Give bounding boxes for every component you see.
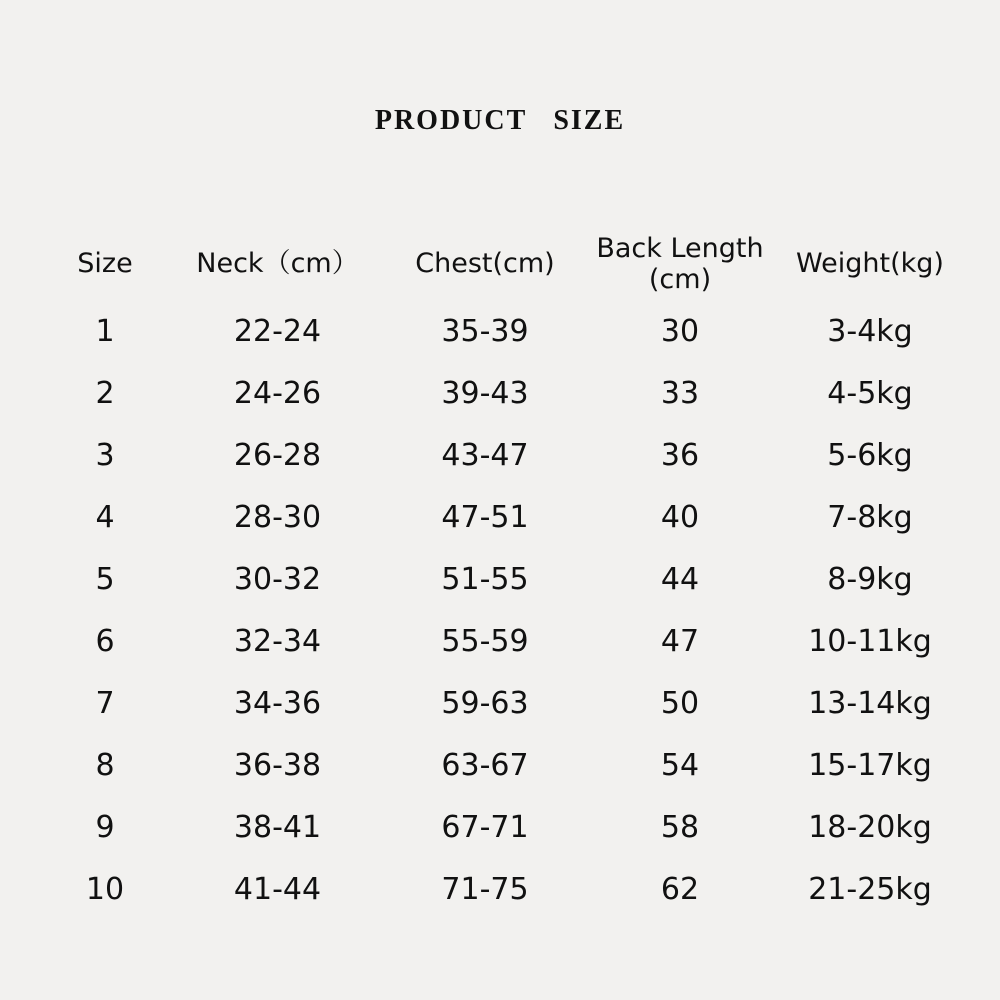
table-row	[40, 858, 965, 920]
cell-weight: 8-9kg	[827, 561, 913, 597]
page-title-product: PRODUCT	[374, 105, 528, 136]
cell-neck: 24-26	[233, 375, 322, 411]
table-header-row	[40, 228, 965, 300]
cell-size: 7	[95, 685, 115, 721]
cell-weight: 15-17kg	[808, 747, 932, 783]
cell-size: 3	[95, 437, 115, 473]
cell-neck: 26-28	[233, 437, 322, 473]
cell-weight: 5-6kg	[827, 437, 913, 473]
size-table	[40, 228, 965, 920]
cell-weight: 10-11kg	[808, 623, 932, 659]
cell-size: 6	[95, 623, 115, 659]
cell-back: 36	[660, 437, 700, 473]
table-row	[40, 362, 965, 424]
cell-weight: 18-20kg	[808, 809, 932, 845]
cell-chest: 51-55	[441, 561, 529, 597]
column-header-size: Size	[77, 248, 133, 280]
table-row	[40, 610, 965, 672]
column-header-chest: Chest(cm)	[415, 248, 555, 280]
cell-weight: 7-8kg	[827, 499, 913, 535]
cell-size: 8	[95, 747, 115, 783]
cell-back: 58	[660, 809, 700, 845]
cell-back: 33	[660, 375, 700, 411]
cell-chest: 71-75	[441, 871, 529, 907]
cell-size: 10	[85, 871, 125, 907]
cell-back: 50	[660, 685, 700, 721]
table-body	[40, 300, 965, 920]
cell-neck: 41-44	[233, 871, 322, 907]
column-header-back-length: Back Length (cm)	[596, 232, 764, 295]
cell-chest: 39-43	[441, 375, 529, 411]
page-title	[0, 105, 1000, 137]
cell-neck: 32-34	[233, 623, 322, 659]
cell-neck: 22-24	[233, 313, 322, 349]
table-row	[40, 672, 965, 734]
table-row	[40, 548, 965, 610]
cell-neck: 28-30	[233, 499, 322, 535]
table-row	[40, 796, 965, 858]
cell-chest: 47-51	[441, 499, 529, 535]
cell-chest: 59-63	[441, 685, 529, 721]
cell-back: 30	[660, 313, 700, 349]
cell-size: 5	[95, 561, 115, 597]
cell-chest: 43-47	[441, 437, 529, 473]
page-title-size: SIZE	[553, 105, 626, 136]
cell-chest: 35-39	[441, 313, 529, 349]
cell-size: 9	[95, 809, 115, 845]
cell-neck: 30-32	[233, 561, 322, 597]
cell-back: 47	[660, 623, 700, 659]
table-row	[40, 424, 965, 486]
cell-chest: 67-71	[441, 809, 529, 845]
cell-chest: 55-59	[441, 623, 529, 659]
cell-neck: 34-36	[233, 685, 322, 721]
cell-back: 62	[660, 871, 700, 907]
cell-back: 40	[660, 499, 700, 535]
column-header-weight: Weight(kg)	[796, 248, 944, 280]
table-row	[40, 734, 965, 796]
cell-weight: 4-5kg	[827, 375, 913, 411]
table-row	[40, 486, 965, 548]
cell-neck: 38-41	[233, 809, 322, 845]
cell-size: 1	[95, 313, 115, 349]
cell-neck: 36-38	[233, 747, 322, 783]
cell-chest: 63-67	[441, 747, 529, 783]
cell-size: 4	[95, 499, 115, 535]
cell-back: 44	[660, 561, 700, 597]
cell-size: 2	[95, 375, 115, 411]
table-header	[40, 228, 965, 300]
table-row	[40, 300, 965, 362]
cell-weight: 3-4kg	[827, 313, 913, 349]
cell-weight: 21-25kg	[808, 871, 932, 907]
column-header-neck: Neck（cm）	[196, 248, 359, 280]
cell-back: 54	[660, 747, 700, 783]
cell-weight: 13-14kg	[808, 685, 932, 721]
